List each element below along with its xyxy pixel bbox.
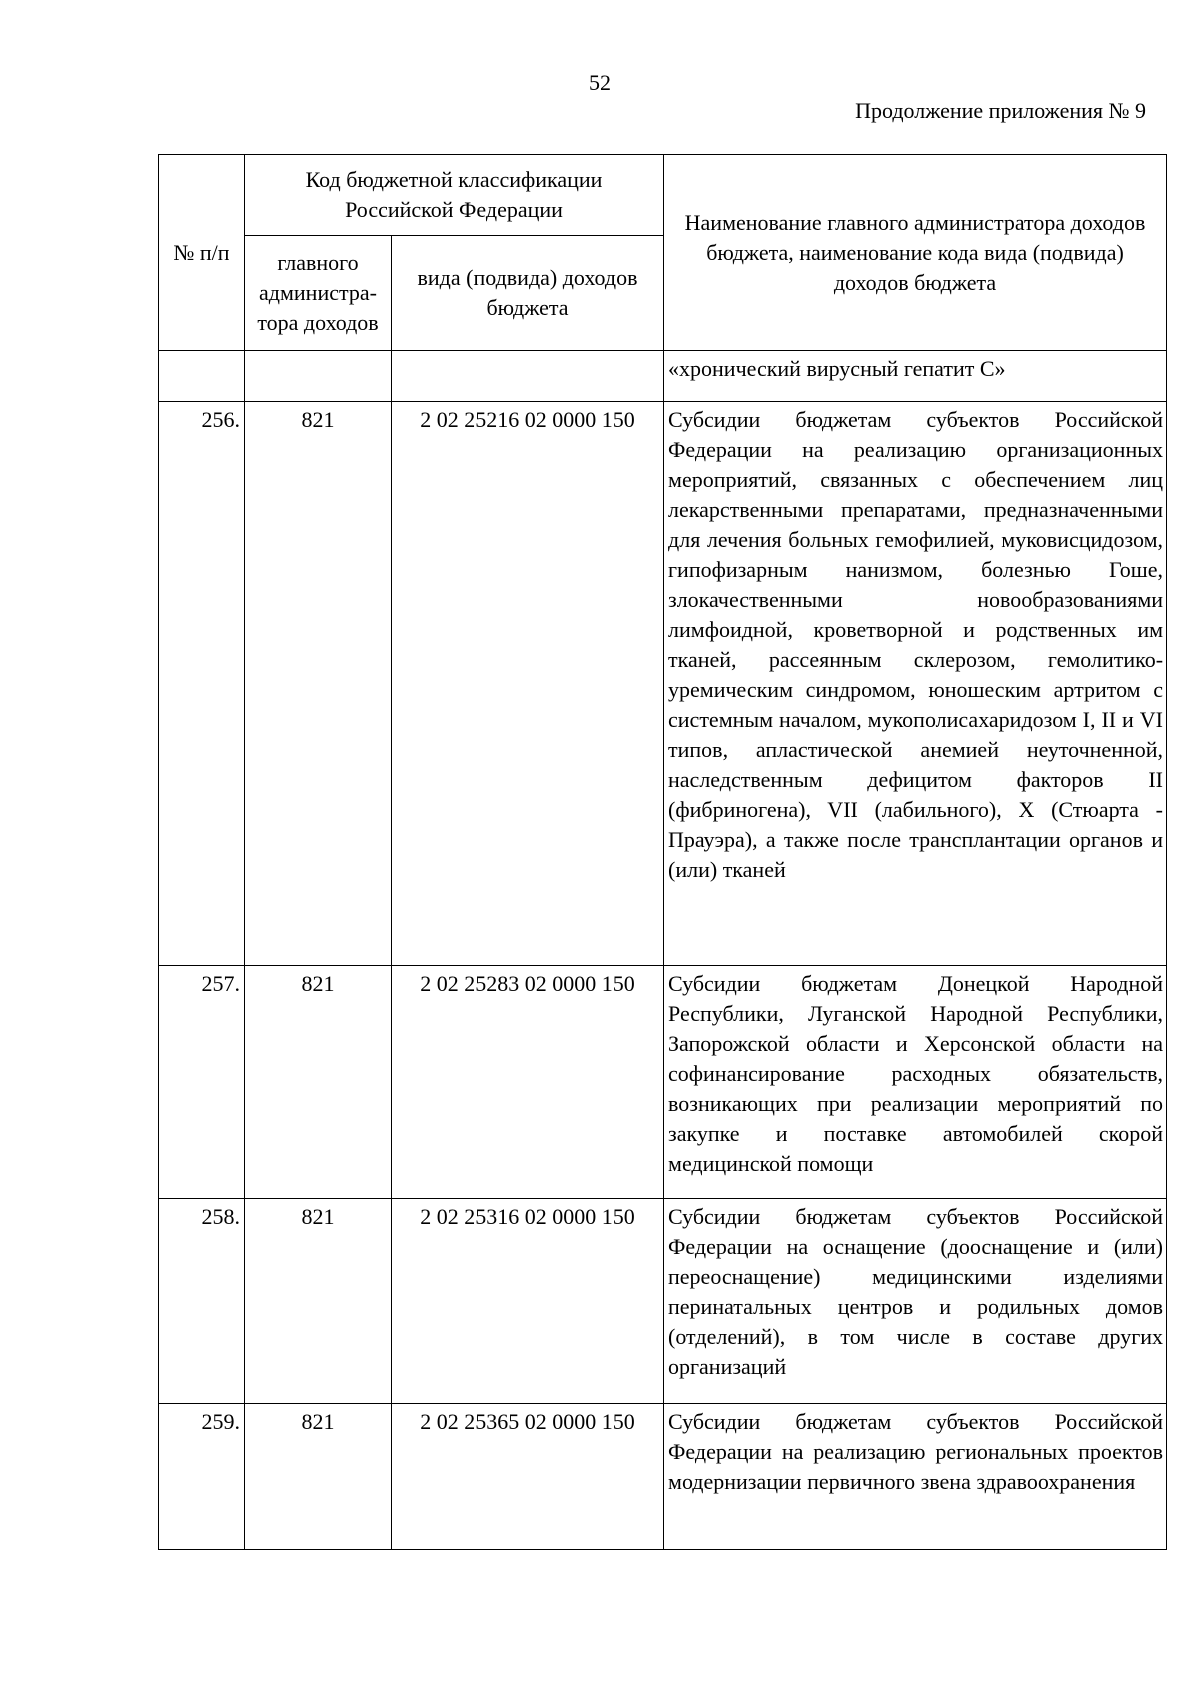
table-row	[159, 1199, 1167, 1404]
row-revenue-code: 2 02 25316 02 0000 150	[420, 1204, 635, 1229]
continuation-code-cell	[392, 351, 664, 402]
row-number: 256.	[201, 407, 240, 432]
table-row	[159, 1404, 1167, 1550]
row-name-text: Субсидии бюджетам субъектов Российской Федерации на реализацию региональных проектов модернизации первичного звена здравоохранения	[668, 1409, 1164, 1494]
row-revenue-code: 2 02 25283 02 0000 150	[420, 971, 635, 996]
row-code-cell	[392, 1199, 664, 1404]
row-name-cell	[664, 966, 1167, 1199]
column-header-name-label: Наименование главного администратора доходов бюджета, наименование кода вида (подвида) доходов бюджета	[684, 209, 1146, 295]
row-number: 257.	[201, 971, 240, 996]
row-administrator-cell	[245, 1199, 392, 1404]
row-code-cell	[392, 966, 664, 1199]
column-header-number	[159, 155, 245, 351]
column-header-revenue-type	[392, 236, 664, 351]
column-header-administrator-label: главного администра-тора доходов	[257, 250, 379, 335]
column-header-number-label: № п/п	[173, 239, 230, 265]
row-administrator-cell	[245, 1404, 392, 1550]
row-number: 259.	[201, 1409, 240, 1434]
table-row-continuation	[159, 351, 1167, 402]
row-administrator-code: 821	[301, 407, 335, 432]
row-number: 258.	[201, 1204, 240, 1229]
row-number-cell	[159, 402, 245, 966]
continuation-name-cell	[664, 351, 1167, 402]
row-administrator-cell	[245, 402, 392, 966]
column-header-name	[664, 155, 1167, 351]
row-name-text: Субсидии бюджетам субъектов Российской Федерации на оснащение (дооснащение и (или) переоснащение) медицинскими изделиями перинатальных центров и родильных домов (отделений), в том числе в составе других организаций	[668, 1204, 1164, 1379]
header-row-top	[159, 155, 1167, 236]
row-number-cell	[159, 966, 245, 1199]
row-code-cell	[392, 402, 664, 966]
table-row	[159, 402, 1167, 966]
row-name-cell	[664, 402, 1167, 966]
page-number: 52	[589, 70, 611, 95]
continuation-text: «хронический вирусный гепатит С»	[668, 356, 1006, 381]
row-administrator-cell	[245, 966, 392, 1199]
row-administrator-code: 821	[301, 1409, 335, 1434]
continuation-administrator-cell	[245, 351, 392, 402]
row-name-text: Субсидии бюджетам субъектов Российской Федерации на реализацию организационных мероприятий, связанных с обеспечением лиц лекарственными препаратами, предназначенными для лечения больных гемофилией, муковисцидозом, гипофизарным нанизмом, болезнью Гоше, злокачественными новообразованиями лимфоидной, кроветворной и родственных им тканей, рассеянным склерозом, гемолитико-уремическим синдромом, юношеским артритом с системным началом, мукополисахаридозом I, II и VI типов, апластической анемией неуточненной, наследственным дефицитом факторов II (фибриногена), VII (лабильного), X (Стюарта - Прауэра), а также после трансплантации органов и (или) тканей	[668, 407, 1164, 882]
row-revenue-code: 2 02 25216 02 0000 150	[420, 407, 635, 432]
row-name-text: Субсидии бюджетам Донецкой Народной Республики, Луганской Народной Республики, Запорожской области и Херсонской области на софинансирование расходных обязательств, возникающих при реализации мероприятий по закупке и поставке автомобилей скорой медицинской помощи	[668, 971, 1164, 1176]
column-header-revenue-type-label: вида (подвида) доходов бюджета	[417, 265, 638, 320]
row-name-cell	[664, 1199, 1167, 1404]
column-header-classification-label: Код бюджетной классификации Российской Федерации	[305, 167, 603, 222]
row-administrator-code: 821	[301, 1204, 335, 1229]
row-revenue-code: 2 02 25365 02 0000 150	[420, 1409, 635, 1434]
row-number-cell	[159, 1404, 245, 1550]
continuation-number-cell	[159, 351, 245, 402]
column-header-classification	[245, 155, 664, 236]
appendix-note: Продолжение приложения № 9	[855, 98, 1146, 123]
row-administrator-code: 821	[301, 971, 335, 996]
row-name-cell	[664, 1404, 1167, 1550]
column-header-administrator	[245, 236, 392, 351]
budget-classification-table	[158, 154, 1167, 1550]
table-row	[159, 966, 1167, 1199]
row-number-cell	[159, 1199, 245, 1404]
row-code-cell	[392, 1404, 664, 1550]
